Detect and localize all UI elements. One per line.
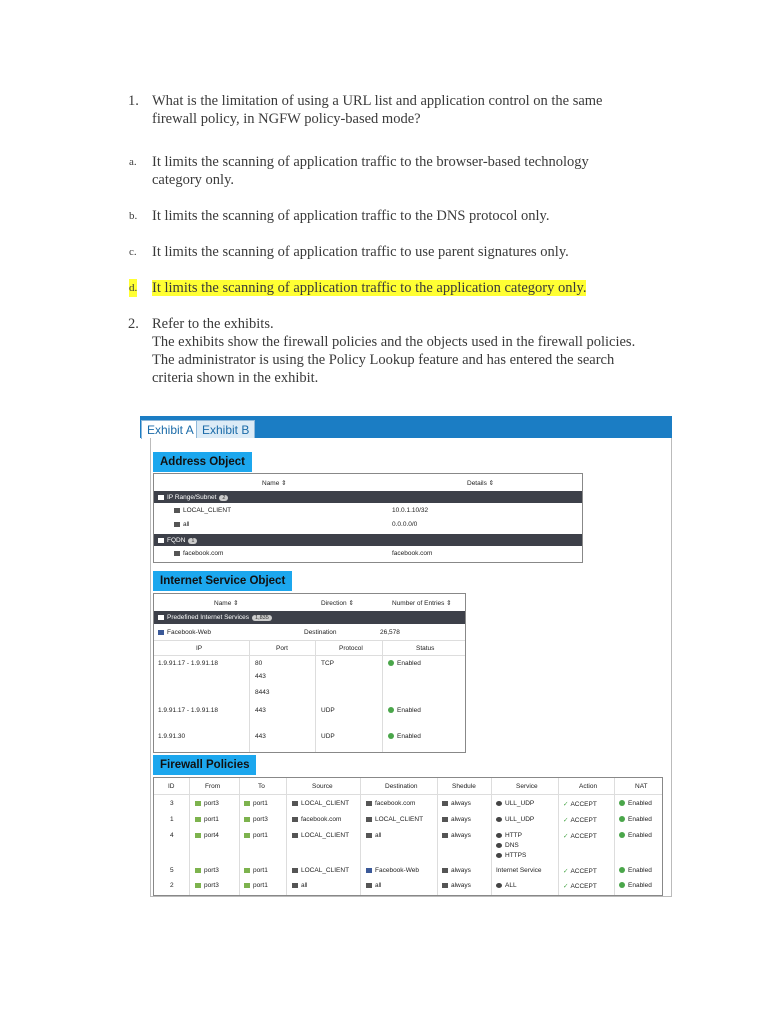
cell-port: 443 bbox=[255, 707, 266, 714]
cell-source bbox=[292, 832, 349, 839]
header-name[interactable]: Name ⇕ bbox=[262, 480, 287, 487]
cell-id: 5 bbox=[170, 867, 174, 874]
table-row[interactable] bbox=[154, 547, 582, 560]
port-icon bbox=[195, 833, 201, 838]
option-text: It limits the scanning of application traffic to the DNS protocol only. bbox=[152, 208, 550, 224]
address-icon bbox=[366, 801, 372, 806]
question-1 bbox=[0, 92, 768, 132]
cell-id: 4 bbox=[170, 832, 174, 839]
service-icon bbox=[496, 843, 502, 848]
tab-exhibit-b[interactable]: Exhibit B bbox=[196, 420, 255, 439]
group-row-predefined[interactable] bbox=[154, 611, 465, 624]
cell-port: 443 bbox=[255, 673, 266, 680]
cell-nat bbox=[619, 882, 652, 889]
name-text: facebook.com bbox=[183, 550, 224, 557]
cell-source bbox=[292, 816, 341, 823]
schedule-text: always bbox=[451, 882, 471, 889]
question-line: The administrator is using the Policy Lookup feature and has entered the search bbox=[152, 352, 615, 368]
nat-text: Enabled bbox=[628, 800, 652, 807]
firewall-policies-table bbox=[153, 777, 663, 896]
port-icon bbox=[244, 817, 250, 822]
question-text bbox=[152, 315, 692, 387]
firewall-policies-title: Firewall Policies bbox=[153, 755, 256, 775]
header-source[interactable]: Source bbox=[312, 783, 333, 790]
service-text: ALL bbox=[505, 882, 517, 889]
cell-from bbox=[195, 816, 219, 823]
count-badge: 1 bbox=[188, 538, 197, 544]
group-label: FQDN bbox=[167, 537, 186, 544]
option-d bbox=[0, 279, 768, 299]
table-row[interactable] bbox=[154, 518, 582, 531]
question-line: criteria shown in the exhibit. bbox=[152, 370, 319, 386]
question-line: What is the limitation of using a URL list and application control on the same bbox=[152, 93, 603, 109]
cell-service bbox=[496, 852, 526, 859]
cell-action bbox=[563, 867, 597, 875]
cell-action bbox=[563, 816, 597, 824]
header-from[interactable]: From bbox=[205, 783, 221, 790]
check-icon bbox=[388, 660, 394, 666]
enabled-icon bbox=[619, 867, 625, 873]
cell-service bbox=[496, 800, 534, 807]
schedule-text: always bbox=[451, 800, 471, 807]
cell-from bbox=[195, 832, 219, 839]
port-icon bbox=[195, 817, 201, 822]
cell-destination bbox=[366, 867, 419, 874]
facebook-icon bbox=[158, 630, 164, 635]
group-row-ip-range[interactable] bbox=[154, 491, 582, 503]
group-label: Predefined Internet Services bbox=[167, 614, 250, 621]
port-icon bbox=[195, 868, 201, 873]
service-text: HTTP bbox=[505, 832, 522, 839]
port-icon bbox=[244, 801, 250, 806]
schedule-icon bbox=[442, 801, 448, 806]
table-row[interactable] bbox=[154, 829, 662, 863]
check-icon: ✓ bbox=[563, 817, 569, 824]
port-icon bbox=[195, 801, 201, 806]
count-badge: 2 bbox=[219, 495, 228, 501]
schedule-icon bbox=[442, 833, 448, 838]
table-header bbox=[154, 474, 582, 491]
cell-service bbox=[496, 842, 519, 849]
option-text-highlighted: It limits the scanning of application traffic to the application category only. bbox=[152, 280, 587, 296]
cell-port: 8443 bbox=[255, 689, 270, 696]
action-text: ACCEPT bbox=[570, 801, 597, 808]
option-c bbox=[0, 243, 768, 263]
service-icon bbox=[496, 853, 502, 858]
cell-destination bbox=[366, 832, 382, 839]
internet-service-table bbox=[153, 593, 466, 753]
service-name bbox=[158, 629, 211, 636]
header-schedule[interactable]: Shedule bbox=[452, 783, 476, 790]
cell-nat bbox=[619, 816, 652, 823]
sub-header-status: Status bbox=[416, 645, 435, 652]
tab-exhibit-a[interactable]: Exhibit A bbox=[141, 420, 200, 439]
header-entries[interactable]: Number of Entries ⇕ bbox=[392, 600, 452, 607]
option-letter: d. bbox=[129, 279, 137, 297]
status-text: Enabled bbox=[397, 660, 421, 667]
option-letter: b. bbox=[129, 210, 138, 222]
question-2 bbox=[0, 315, 768, 395]
group-row-fqdn[interactable] bbox=[154, 534, 582, 546]
table-row[interactable] bbox=[154, 797, 662, 811]
check-icon: ✓ bbox=[563, 801, 569, 808]
cell-to bbox=[244, 800, 268, 807]
cell-id: 3 bbox=[170, 800, 174, 807]
schedule-text: always bbox=[451, 867, 471, 874]
check-icon: ✓ bbox=[563, 833, 569, 840]
service-icon bbox=[496, 883, 502, 888]
port-icon bbox=[244, 868, 250, 873]
sub-header-protocol: Protocol bbox=[339, 645, 363, 652]
address-icon bbox=[292, 817, 298, 822]
exhibit-body bbox=[150, 438, 672, 897]
collapse-icon[interactable] bbox=[158, 495, 164, 500]
header-direction[interactable]: Direction ⇕ bbox=[321, 600, 354, 607]
source-text: facebook.com bbox=[301, 816, 342, 823]
count-badge: 1,835 bbox=[252, 615, 272, 621]
cell-service: Internet Service bbox=[496, 867, 542, 874]
header-action[interactable]: Action bbox=[579, 783, 598, 790]
cell-ip: 1.9.91.17 - 1.9.91.18 bbox=[158, 707, 218, 714]
option-text: It limits the scanning of application traffic to use parent signatures only. bbox=[152, 244, 569, 260]
cell-protocol: UDP bbox=[321, 707, 335, 714]
schedule-text: always bbox=[451, 832, 471, 839]
enabled-icon bbox=[619, 800, 625, 806]
question-number: 2. bbox=[128, 316, 139, 332]
address-icon bbox=[174, 551, 180, 556]
cell-to bbox=[244, 832, 268, 839]
enabled-icon bbox=[619, 882, 625, 888]
source-text: all bbox=[301, 882, 308, 889]
action-text: ACCEPT bbox=[570, 868, 597, 875]
cell-action bbox=[563, 832, 597, 840]
cell-schedule bbox=[442, 867, 471, 874]
question-line: Refer to the exhibits. bbox=[152, 316, 274, 332]
service-row[interactable] bbox=[154, 625, 465, 639]
facebook-icon bbox=[366, 868, 372, 873]
option-line: category only. bbox=[152, 172, 235, 188]
cell-to bbox=[244, 816, 268, 823]
service-text: ULL_UDP bbox=[505, 800, 535, 807]
status-text: Enabled bbox=[397, 707, 421, 714]
cell-id: 1 bbox=[170, 816, 174, 823]
table-row[interactable] bbox=[154, 656, 465, 700]
sub-header bbox=[154, 640, 465, 656]
sub-header-port: Port bbox=[276, 645, 288, 652]
group-label-wrap bbox=[158, 614, 272, 621]
destination-text: all bbox=[375, 882, 382, 889]
port-icon bbox=[244, 883, 250, 888]
header-name[interactable]: Name ⇕ bbox=[214, 600, 239, 607]
enabled-icon bbox=[619, 816, 625, 822]
group-label-wrap bbox=[158, 537, 197, 544]
destination-text: facebook.com bbox=[375, 800, 416, 807]
cell-destination bbox=[366, 800, 415, 807]
from-text: port3 bbox=[204, 867, 219, 874]
row-details: 0.0.0.0/0 bbox=[392, 521, 418, 528]
action-text: ACCEPT bbox=[570, 883, 597, 890]
name-text: all bbox=[183, 521, 190, 528]
cell-schedule bbox=[442, 882, 471, 889]
cell-nat bbox=[619, 800, 652, 807]
cell-destination bbox=[366, 882, 382, 889]
cell-status bbox=[388, 660, 421, 667]
destination-text: all bbox=[375, 832, 382, 839]
cell-schedule bbox=[442, 800, 471, 807]
table-header bbox=[154, 594, 465, 611]
from-text: port3 bbox=[204, 800, 219, 807]
table-row[interactable] bbox=[154, 813, 662, 827]
cell-protocol: UDP bbox=[321, 733, 335, 740]
row-name bbox=[174, 507, 231, 514]
header-details[interactable]: Details ⇕ bbox=[467, 480, 495, 487]
schedule-icon bbox=[442, 883, 448, 888]
table-row[interactable] bbox=[154, 728, 465, 750]
cell-status bbox=[388, 733, 421, 740]
address-icon bbox=[174, 508, 180, 513]
cell-port: 443 bbox=[255, 733, 266, 740]
question-text bbox=[152, 92, 662, 128]
cell-nat bbox=[619, 832, 652, 839]
table-row[interactable] bbox=[154, 702, 465, 726]
row-details: 10.0.1.10/32 bbox=[392, 507, 429, 514]
to-text: port1 bbox=[253, 867, 268, 874]
cell-status bbox=[388, 707, 421, 714]
address-object-title: Address Object bbox=[153, 452, 252, 472]
name-text: Facebook-Web bbox=[167, 629, 211, 636]
enabled-icon bbox=[619, 832, 625, 838]
address-icon bbox=[174, 522, 180, 527]
status-text: Enabled bbox=[397, 733, 421, 740]
service-text: ULL_UDP bbox=[505, 816, 535, 823]
collapse-icon[interactable] bbox=[158, 615, 164, 620]
address-icon bbox=[366, 883, 372, 888]
option-a bbox=[0, 153, 768, 193]
cell-destination bbox=[366, 816, 423, 823]
question-line: firewall policy, in NGFW policy-based mode? bbox=[152, 111, 421, 127]
cell-nat bbox=[619, 867, 652, 874]
cell-action bbox=[563, 882, 597, 890]
check-icon bbox=[388, 733, 394, 739]
cell-to bbox=[244, 882, 268, 889]
address-object-table bbox=[153, 473, 583, 563]
service-direction: Destination bbox=[304, 629, 337, 636]
nat-text: Enabled bbox=[628, 867, 652, 874]
group-label: IP Range/Subnet bbox=[167, 494, 217, 501]
destination-text: LOCAL_CLIENT bbox=[375, 816, 424, 823]
source-text: LOCAL_CLIENT bbox=[301, 832, 350, 839]
cell-to bbox=[244, 867, 268, 874]
nat-text: Enabled bbox=[628, 832, 652, 839]
cell-service bbox=[496, 832, 522, 839]
header-id[interactable]: ID bbox=[168, 783, 175, 790]
to-text: port1 bbox=[253, 832, 268, 839]
header-destination[interactable]: Destination bbox=[385, 783, 418, 790]
address-icon bbox=[366, 817, 372, 822]
question-number: 1. bbox=[128, 93, 139, 109]
table-row[interactable] bbox=[154, 504, 582, 517]
from-text: port3 bbox=[204, 882, 219, 889]
row-name bbox=[174, 521, 190, 528]
cell-from bbox=[195, 867, 219, 874]
header-to[interactable]: To bbox=[258, 783, 265, 790]
nat-text: Enabled bbox=[628, 816, 652, 823]
option-text-wrap bbox=[152, 279, 662, 297]
exhibit-panel bbox=[140, 416, 672, 898]
port-icon bbox=[195, 883, 201, 888]
check-icon: ✓ bbox=[563, 868, 569, 875]
service-text: DNS bbox=[505, 842, 519, 849]
header-service[interactable]: Service bbox=[516, 783, 538, 790]
cell-source bbox=[292, 882, 308, 889]
schedule-icon bbox=[442, 817, 448, 822]
to-text: port3 bbox=[253, 816, 268, 823]
source-text: LOCAL_CLIENT bbox=[301, 867, 350, 874]
from-text: port4 bbox=[204, 832, 219, 839]
cell-action bbox=[563, 800, 597, 808]
cell-protocol: TCP bbox=[321, 660, 334, 667]
table-row[interactable] bbox=[154, 864, 662, 878]
cell-from bbox=[195, 800, 219, 807]
port-icon bbox=[244, 833, 250, 838]
table-header bbox=[154, 778, 662, 795]
cell-port: 80 bbox=[255, 660, 263, 667]
sub-header-ip: IP bbox=[196, 645, 203, 652]
source-text: LOCAL_CLIENT bbox=[301, 800, 350, 807]
header-nat[interactable]: NAT bbox=[635, 783, 648, 790]
row-name bbox=[174, 550, 223, 557]
question-line: The exhibits show the firewall policies and the objects used in the firewall policies. bbox=[152, 334, 636, 350]
row-details: facebook.com bbox=[392, 550, 433, 557]
cell-service bbox=[496, 882, 517, 889]
service-icon bbox=[496, 833, 502, 838]
cell-source bbox=[292, 800, 349, 807]
name-text: LOCAL_CLIENT bbox=[183, 507, 232, 514]
address-icon bbox=[366, 833, 372, 838]
service-text: HTTPS bbox=[505, 852, 527, 859]
group-label-wrap bbox=[158, 494, 228, 501]
to-text: port1 bbox=[253, 882, 268, 889]
address-icon bbox=[292, 868, 298, 873]
internet-service-title: Internet Service Object bbox=[153, 571, 292, 591]
cell-schedule bbox=[442, 816, 471, 823]
cell-ip: 1.9.91.17 - 1.9.91.18 bbox=[158, 660, 218, 667]
option-text bbox=[152, 153, 662, 189]
cell-ip: 1.9.91.30 bbox=[158, 733, 186, 740]
service-icon bbox=[496, 817, 502, 822]
table-row[interactable] bbox=[154, 879, 662, 893]
option-b bbox=[0, 207, 768, 227]
action-text: ACCEPT bbox=[570, 817, 597, 824]
option-letter: c. bbox=[129, 246, 137, 258]
action-text: ACCEPT bbox=[570, 833, 597, 840]
to-text: port1 bbox=[253, 800, 268, 807]
cell-source bbox=[292, 867, 349, 874]
address-icon bbox=[292, 833, 298, 838]
destination-text: Facebook-Web bbox=[375, 867, 419, 874]
collapse-icon[interactable] bbox=[158, 538, 164, 543]
address-icon bbox=[292, 883, 298, 888]
option-letter: a. bbox=[129, 156, 137, 168]
cell-schedule bbox=[442, 832, 471, 839]
schedule-text: always bbox=[451, 816, 471, 823]
service-icon bbox=[496, 801, 502, 806]
schedule-icon bbox=[442, 868, 448, 873]
check-icon: ✓ bbox=[563, 883, 569, 890]
check-icon bbox=[388, 707, 394, 713]
service-entries: 26,578 bbox=[380, 629, 400, 636]
cell-service bbox=[496, 816, 534, 823]
cell-from bbox=[195, 882, 219, 889]
from-text: port1 bbox=[204, 816, 219, 823]
cell-id: 2 bbox=[170, 882, 174, 889]
nat-text: Enabled bbox=[628, 882, 652, 889]
option-line: It limits the scanning of application traffic to the browser-based technology bbox=[152, 154, 589, 170]
address-icon bbox=[292, 801, 298, 806]
